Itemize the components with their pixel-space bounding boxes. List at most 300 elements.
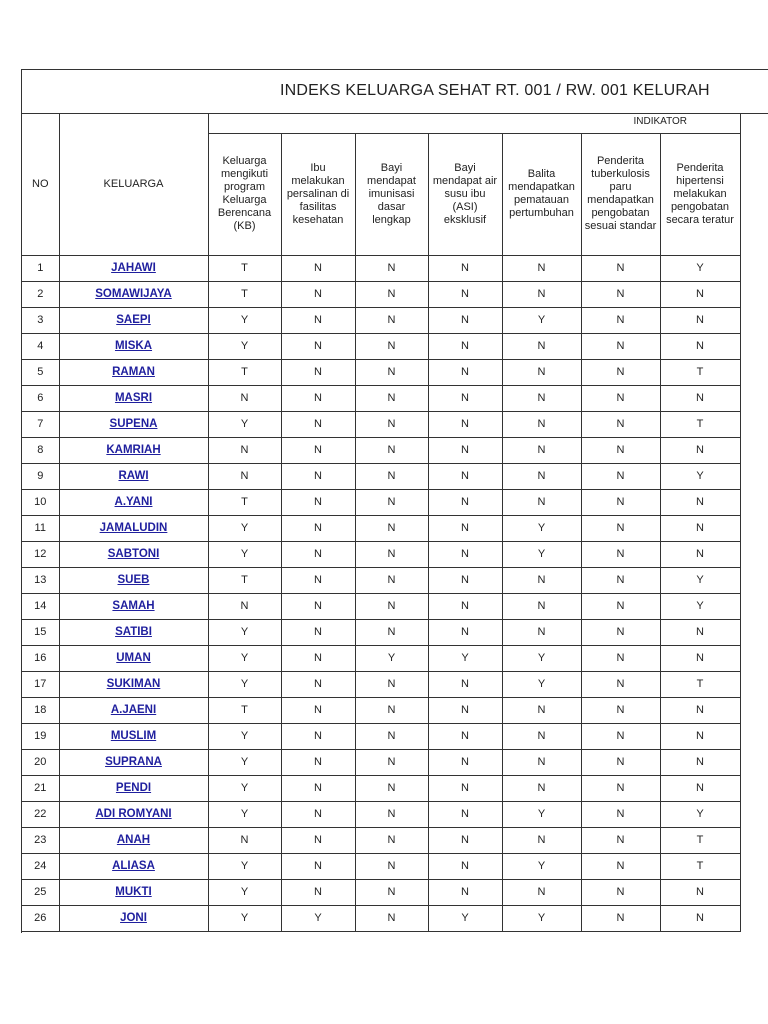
indicator-value: Y [502,515,581,541]
family-name-cell [59,905,208,931]
indicator-value: N [281,723,355,749]
indicator-value: Y [502,671,581,697]
indicator-value: N [281,463,355,489]
indicator-value: N [581,411,660,437]
indicator-value: N [281,307,355,333]
family-name-link[interactable]: A.YANI [114,496,153,508]
indicator-value: Y [208,905,281,931]
indicator-value: N [581,775,660,801]
family-name-link[interactable]: SUPRANA [105,756,162,768]
indicator-value: N [355,385,428,411]
row-number: 13 [22,567,59,593]
indicator-value: N [502,437,581,463]
indicator-value: N [502,723,581,749]
family-name-cell [59,723,208,749]
table-row [22,463,740,489]
row-number: 23 [22,827,59,853]
table-row [22,359,740,385]
indicator-value: N [355,853,428,879]
family-name-cell [59,671,208,697]
indicator-value: Y [502,801,581,827]
header-col-persalinan: Ibu melakukan persalinan di fasilitas kesehatan [281,133,355,255]
indicator-value: N [281,541,355,567]
family-name-cell [59,749,208,775]
indicator-value: Y [502,853,581,879]
indicator-value: N [281,645,355,671]
indicator-value: N [581,255,660,281]
indicator-value: N [581,489,660,515]
family-name-link[interactable]: SAMAH [112,600,155,612]
indicator-value: N [355,489,428,515]
indicator-value: N [428,697,502,723]
family-name-cell [59,359,208,385]
indicator-value: N [355,437,428,463]
indicator-value: N [355,307,428,333]
indicator-value: N [281,385,355,411]
indicator-value: N [355,463,428,489]
family-name-link[interactable]: SUKIMAN [106,678,161,690]
family-name-link[interactable]: PENDI [115,782,152,794]
family-name-cell [59,645,208,671]
indicator-value: Y [502,645,581,671]
table-row [22,879,740,905]
row-number: 19 [22,723,59,749]
family-name-cell [59,411,208,437]
indicator-value: N [355,541,428,567]
family-name-link[interactable]: SUPENA [109,418,158,430]
indicator-value: Y [208,853,281,879]
indicator-value: N [355,619,428,645]
indicator-value: N [281,697,355,723]
indicator-value: N [281,489,355,515]
indicator-value: N [281,853,355,879]
indicator-value: N [428,827,502,853]
indicator-value: N [428,411,502,437]
row-number: 17 [22,671,59,697]
indicator-value: N [660,515,740,541]
indicator-value: N [355,697,428,723]
indicator-value: N [660,489,740,515]
indicator-value: N [428,749,502,775]
indicator-value: N [581,645,660,671]
indicator-value: N [281,879,355,905]
indicator-value: N [428,723,502,749]
indicator-value: Y [502,307,581,333]
indicator-value: N [502,879,581,905]
indicator-value: Y [208,307,281,333]
family-name-link[interactable]: JAMALUDIN [99,522,168,534]
row-number: 7 [22,411,59,437]
family-name-cell [59,255,208,281]
indicator-value: N [581,307,660,333]
table-row [22,619,740,645]
indicator-value: N [428,489,502,515]
family-name-link[interactable]: JONI [120,912,147,924]
row-number: 11 [22,515,59,541]
indicator-value: N [502,619,581,645]
indicator-value: N [581,749,660,775]
indicator-value: N [355,905,428,931]
table-row [22,697,740,723]
indicator-value: N [428,515,502,541]
indicator-value: N [428,775,502,801]
table-row [22,489,740,515]
indicator-value: N [281,567,355,593]
table-row [22,281,740,307]
indicator-value: N [581,827,660,853]
indicator-value: Y [208,541,281,567]
header-col-balita: Balita mendapatkan pematauan pertumbuhan [502,133,581,255]
header-col-tuberkulosis: Penderita tuberkulosis paru mendapatkan pengobatan sesuai standar [581,133,660,255]
indicator-value: N [428,619,502,645]
family-name-link[interactable]: MUSLIM [110,730,157,742]
row-number: 25 [22,879,59,905]
row-number: 21 [22,775,59,801]
indicator-value: T [660,411,740,437]
indicator-value: T [208,567,281,593]
indicator-value: N [281,801,355,827]
header-row-indikator [22,113,740,133]
indicator-value: N [355,281,428,307]
indicator-value: N [502,489,581,515]
indicator-value: T [208,359,281,385]
row-number: 6 [22,385,59,411]
family-name-cell [59,879,208,905]
table-row [22,541,740,567]
header-no: NO [22,113,59,255]
family-name-link[interactable]: UMAN [116,652,151,664]
table-row [22,749,740,775]
indicator-value: N [281,281,355,307]
indicator-value: N [581,905,660,931]
indicator-value: Y [208,619,281,645]
data-table [22,113,741,932]
family-name-link[interactable]: KAMRIAH [106,444,161,456]
indicator-value: N [502,775,581,801]
indicator-value: N [581,853,660,879]
row-number: 14 [22,593,59,619]
table-row [22,801,740,827]
row-number: 3 [22,307,59,333]
indicator-value: N [660,723,740,749]
indicator-value: N [660,333,740,359]
table-row [22,333,740,359]
indicator-value: N [502,411,581,437]
indicator-value: N [355,333,428,359]
indicator-value: N [428,567,502,593]
family-name-cell [59,489,208,515]
indicator-value: T [660,359,740,385]
family-name-cell [59,385,208,411]
indicator-value: N [428,671,502,697]
indicator-value: N [355,879,428,905]
row-number: 18 [22,697,59,723]
family-name-link[interactable]: RAWI [118,470,149,482]
indicator-value: N [355,255,428,281]
family-name-link[interactable]: SATIBI [115,626,152,638]
indicator-value: N [660,645,740,671]
indicator-value: N [581,359,660,385]
family-name-cell [59,697,208,723]
indicator-value: N [581,879,660,905]
row-number: 22 [22,801,59,827]
indicator-value: Y [428,645,502,671]
indicator-value: N [355,567,428,593]
indicator-value: N [581,463,660,489]
indicator-value: N [660,307,740,333]
indicator-value: N [660,775,740,801]
indicator-value: T [660,827,740,853]
indicator-value: N [428,593,502,619]
family-name-cell [59,437,208,463]
indicator-value: N [581,671,660,697]
indicator-value: Y [208,333,281,359]
family-name-link[interactable]: ADI ROMYANI [95,808,172,820]
family-name-link[interactable]: MISKA [114,340,153,352]
indicator-value: N [281,593,355,619]
indicator-value: N [502,359,581,385]
header-col-asi: Bayi mendapat air susu ibu (ASI) eksklusif [428,133,502,255]
indicator-value: T [208,697,281,723]
indicator-value: N [660,437,740,463]
header-indikator: INDIKATOR [633,116,688,127]
indicator-value: N [581,333,660,359]
row-number: 4 [22,333,59,359]
header-col-hipertensi: Penderita hipertensi melakukan pengobatan secara teratur [660,133,740,255]
indicator-value: N [208,437,281,463]
page-title: INDEKS KELUARGA SEHAT RT. 001 / RW. 001 KELURAH [280,82,710,99]
indicator-value: N [281,255,355,281]
indicator-value: Y [660,801,740,827]
indicator-value: N [281,515,355,541]
indicator-value: N [355,671,428,697]
table-row [22,307,740,333]
row-number: 12 [22,541,59,567]
indicator-value: N [502,593,581,619]
family-name-cell [59,463,208,489]
indicator-value: Y [660,593,740,619]
row-number: 24 [22,853,59,879]
row-number: 15 [22,619,59,645]
indicator-value: Y [208,801,281,827]
family-name-cell [59,619,208,645]
indicator-value: Y [502,541,581,567]
indicator-value: N [355,827,428,853]
family-name-link[interactable]: RAMAN [112,366,155,378]
indicator-value: N [208,593,281,619]
family-name-link[interactable]: SOMAWIJAYA [95,288,172,300]
indicator-value: T [208,489,281,515]
row-number: 10 [22,489,59,515]
indicator-value: N [208,827,281,853]
indicator-value: Y [660,255,740,281]
indicator-value: N [581,697,660,723]
indicator-value: N [428,307,502,333]
family-name-cell [59,515,208,541]
indicator-value: N [660,385,740,411]
indicator-value: T [660,853,740,879]
indicator-value: Y [208,749,281,775]
indicator-value: N [428,541,502,567]
indicator-value: N [581,385,660,411]
indicator-value: N [660,619,740,645]
table-row [22,255,740,281]
table-row [22,437,740,463]
family-name-cell [59,541,208,567]
indicator-value: N [581,437,660,463]
spreadsheet [21,69,768,933]
indicator-value: N [281,359,355,385]
indicator-value: N [428,255,502,281]
indicator-value: Y [208,515,281,541]
row-number: 2 [22,281,59,307]
indicator-value: Y [660,567,740,593]
family-name-cell [59,307,208,333]
indicator-value: N [428,801,502,827]
indicator-value: T [208,281,281,307]
header-col-imunisasi: Bayi mendapat imunisasi dasar lengkap [355,133,428,255]
indicator-value: N [281,827,355,853]
indicator-value: N [355,411,428,437]
indicator-value: N [502,385,581,411]
indicator-value: N [660,905,740,931]
family-name-cell [59,281,208,307]
indicator-value: Y [208,775,281,801]
family-name-link[interactable]: ALIASA [112,860,155,872]
indicator-value: N [355,775,428,801]
indicator-value: N [428,385,502,411]
row-number: 9 [22,463,59,489]
indicator-value: N [355,723,428,749]
family-name-cell [59,827,208,853]
indicator-value: N [281,775,355,801]
indicator-value: N [581,619,660,645]
indicator-value: Y [281,905,355,931]
indicator-value: N [502,255,581,281]
indicator-value: N [581,593,660,619]
indicator-value: N [502,827,581,853]
indicator-value: N [581,515,660,541]
indicator-value: T [660,671,740,697]
indicator-value: N [660,281,740,307]
indicator-value: N [355,593,428,619]
table-row [22,827,740,853]
indicator-value: N [660,697,740,723]
indicator-value: Y [208,645,281,671]
indicator-value: N [502,567,581,593]
row-number: 1 [22,255,59,281]
table-row [22,645,740,671]
indicator-value: N [660,879,740,905]
indicator-value: N [428,359,502,385]
indicator-value: N [660,541,740,567]
family-name-link[interactable]: MASRI [114,392,153,404]
indicator-value: Y [208,723,281,749]
indicator-value: N [355,359,428,385]
family-name-cell [59,801,208,827]
indicator-value: N [502,281,581,307]
indicator-value: N [581,281,660,307]
row-number: 8 [22,437,59,463]
table-row [22,567,740,593]
family-name-link[interactable]: MUKTI [115,886,152,898]
table-row [22,671,740,697]
row-number: 26 [22,905,59,931]
indicator-value: N [355,801,428,827]
row-number: 16 [22,645,59,671]
family-name-cell [59,853,208,879]
indicator-value: N [502,697,581,723]
indicator-value: Y [208,411,281,437]
indicator-value: N [428,333,502,359]
indicator-value: Y [355,645,428,671]
family-name-link[interactable]: SABTONI [107,548,160,560]
indicator-value: N [355,749,428,775]
indicator-value: Y [208,671,281,697]
indicator-value: N [428,463,502,489]
indicator-value: Y [502,905,581,931]
indicator-value: N [281,411,355,437]
family-name-link[interactable]: A.JAENI [110,704,157,716]
indicator-value: N [581,801,660,827]
table-row [22,775,740,801]
family-name-cell [59,333,208,359]
indicator-value: N [581,541,660,567]
table-row [22,515,740,541]
family-name-cell [59,775,208,801]
indicator-value: N [502,463,581,489]
table-row [22,593,740,619]
indicator-value: N [581,723,660,749]
indicator-value: N [428,879,502,905]
family-name-link[interactable]: ANAH [116,834,151,846]
header-keluarga: KELUARGA [59,113,208,255]
header-indikator-cell [208,113,740,133]
indicator-value: N [281,619,355,645]
table-row [22,723,740,749]
table-row [22,385,740,411]
row-number: 20 [22,749,59,775]
table-row [22,411,740,437]
indicator-value: N [502,333,581,359]
indicator-value: Y [428,905,502,931]
indicator-value: Y [660,463,740,489]
table-row [22,853,740,879]
indicator-value: Y [208,879,281,905]
indicator-value: N [355,515,428,541]
table-row [22,905,740,931]
indicator-value: N [581,567,660,593]
indicator-value: N [660,749,740,775]
indicator-value: N [502,749,581,775]
title-row [22,70,768,114]
indicator-value: N [281,333,355,359]
family-name-link[interactable]: SUEB [117,574,150,586]
indicator-value: T [208,255,281,281]
indicator-value: N [281,437,355,463]
indicator-value: N [428,437,502,463]
family-name-link[interactable]: JAHAWI [111,262,156,274]
family-name-cell [59,593,208,619]
family-name-link[interactable]: SAEPI [116,314,151,326]
family-name-cell [59,567,208,593]
indicator-value: N [281,671,355,697]
header-col-kb: Keluarga mengikuti program Keluarga Berencana (KB) [208,133,281,255]
row-number: 5 [22,359,59,385]
indicator-value: N [281,749,355,775]
indicator-value: N [428,853,502,879]
indicator-value: N [208,463,281,489]
